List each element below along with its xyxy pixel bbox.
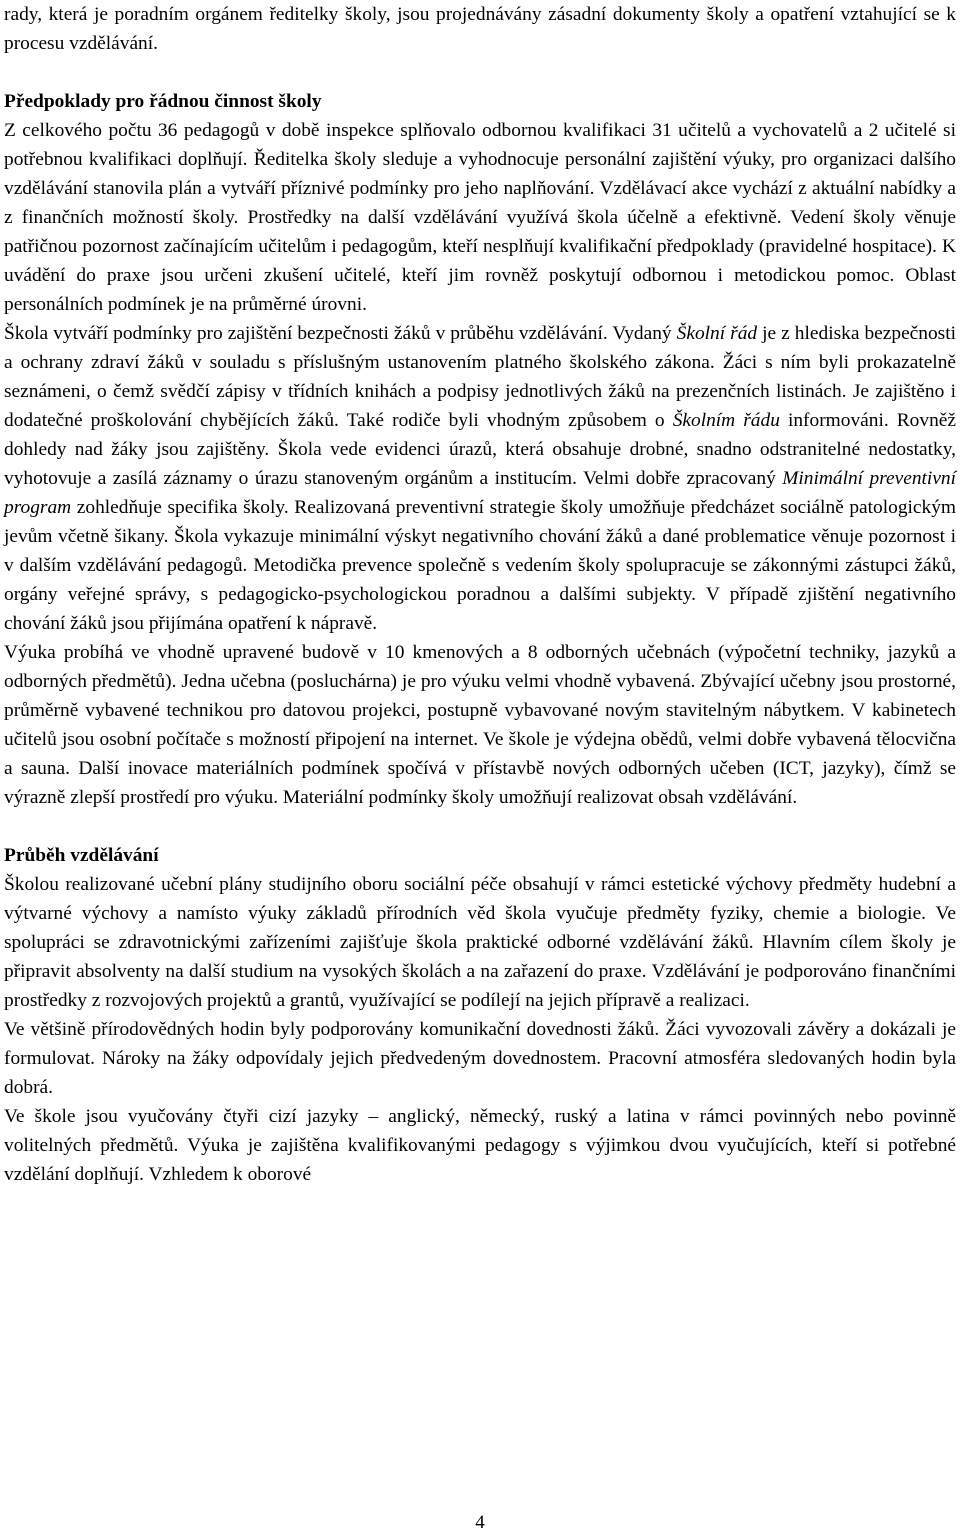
spacer: [4, 812, 956, 841]
intro-paragraph: rady, která je poradním orgánem ředitelky školy, jsou projednávány zásadní dokumenty školy a opatření vztahující se k procesu vzdělávání.: [4, 4, 956, 54]
page-number: 4: [475, 1512, 485, 1533]
document-title-reference: Školním řádu: [672, 410, 780, 431]
paragraph-languages: Ve škole jsou vyučovány čtyři cizí jazyky – anglický, německý, ruský a latina v rámci povinných nebo povinně volitelných předmětů. Výuka je zajištěna kvalifikovanými pedagogy s výjimkou dvou vyučujících, kteří si potřebné vzdělání doplňují. Vzhledem k oborové: [4, 1106, 956, 1185]
text-span: Škola vytváří podmínky pro zajištění bezpečnosti žáků v průběhu vzdělávání. Vydaný: [4, 323, 677, 344]
paragraph-facilities: Výuka probíhá ve vhodně upravené budově v 10 kmenových a 8 odborných učebnách (výpočetní techniky, jazyků a odborných předmětů). Jedna učebna (posluchárna) je pro výuku velmi vhodně vybavená. Zbývající učebny jsou prostorné, průměrně vybavené technikou pro datovou projekci, postupně vybavované novým stavitelným nábytkem. V kabinetech učitelů jsou osobní počítače s možností připojení na internet. Ve škole je výdejna obědů, velmi dobře vybavená tělocvična a sauna. Další inovace materiálních podmínek spočívá v přístavbě nových odborných učeben (ICT, jazyky), čímž se výrazně zlepší prostředí pro výuku. Materiální podmínky školy umožňují realizovat obsah vzdělávání.: [4, 642, 956, 808]
text-span: je z hlediska bezpečnosti a ochrany zdraví žáků v souladu s příslušným ustanovením platného školského zákona. Žáci s ním byli prokazatelně seznámeni, o čemž svědčí zápisy v třídních knihách a podpisy jednotlivých žáků na prezenčních listinách. Je zajištěno i dodatečné proškolování chybějících žáků. Také rodiče byli vhodným způsobem o: [4, 323, 956, 431]
section-heading-education-process: Průběh vzdělávání: [4, 845, 159, 866]
spacer: [4, 58, 956, 87]
document-title-reference: Minimální preventivní program: [4, 468, 957, 518]
section-heading-prerequisites: Předpoklady pro řádnou činnost školy: [4, 91, 322, 112]
document-page: [4, 0, 956, 1189]
document-title-reference: Školní řád: [676, 323, 758, 344]
text-span: informováni. Rovněž dohledy nad žáky jsou zajištěny. Škola vede evidenci úrazů, která obsahuje drobné, snadno odstranitelné nedostatky, vyhotovuje a zasílá záznamy o úrazu stanoveným orgánům a institucím. Velmi dobře zpracovaný: [4, 410, 956, 489]
paragraph-science-lessons: Ve většině přírodovědných hodin byly podporovány komunikační dovednosti žáků. Žáci vyvozovali závěry a dokázali je formulovat. Nároky na žáky odpovídaly jejich předvedeným dovednostem. Pracovní atmosféra sledovaných hodin byla dobrá.: [4, 1019, 956, 1098]
paragraph-staffing: Z celkového počtu 36 pedagogů v době inspekce splňovalo odbornou kvalifikaci 31 učitelů a vychovatelů a 2 učitelé si potřebnou kvalifikaci doplňují. Ředitelka školy sleduje a vyhodnocuje personální zajištění výuky, pro organizaci dalšího vzdělávání stanovila plán a vytváří příznivé podmínky pro jeho naplňování. Vzdělávací akce vychází z aktuální nabídky a z finančních možností školy. Prostředky na další vzdělávání využívá škola účelně a efektivně. Vedení školy věnuje patřičnou pozornost začínajícím učitelům i pedagogům, kteří nesplňují kvalifikační předpoklady (pravidelné hospitace). K uvádění do praxe jsou určeni zkušení učitelé, kteří jim rovněž poskytují odbornou i metodickou pomoc. Oblast personálních podmínek je na průměrné úrovni.: [4, 120, 956, 315]
text-span: zohledňuje specifika školy. Realizovaná preventivní strategie školy umožňuje předcházet sociálně patologickým jevům včetně šikany. Škola vykazuje minimální výskyt negativního chování žáků a dané problematice věnuje pozornost i v dalším vzdělávání pedagogů. Metodička prevence společně s vedením školy spolupracuje se zákonnými zástupci žáků, orgány veřejné správy, s pedagogicko-psychologickou poradnou a dalšími subjekty. V případě zjištění negativního chování žáků jsou přijímána opatření k nápravě.: [4, 497, 956, 634]
paragraph-safety: [4, 319, 956, 638]
paragraph-curriculum: Školou realizované učební plány studijního oboru sociální péče obsahují v rámci estetické výchovy předměty hudební a výtvarné výchovy a namísto výuky základů přírodních věd škola vyučuje předměty fyziky, chemie a biologie. Ve spolupráci se zdravotnickými zařízeními zajišťuje škola praktické odborné vzdělávání žáků. Hlavním cílem školy je připravit absolventy na další studium na vysokých školách a na zařazení do praxe. Vzdělávání je podporováno finančními prostředky z rozvojových projektů a grantů, využívající se podílejí na jejich přípravě a realizaci.: [4, 874, 956, 1011]
